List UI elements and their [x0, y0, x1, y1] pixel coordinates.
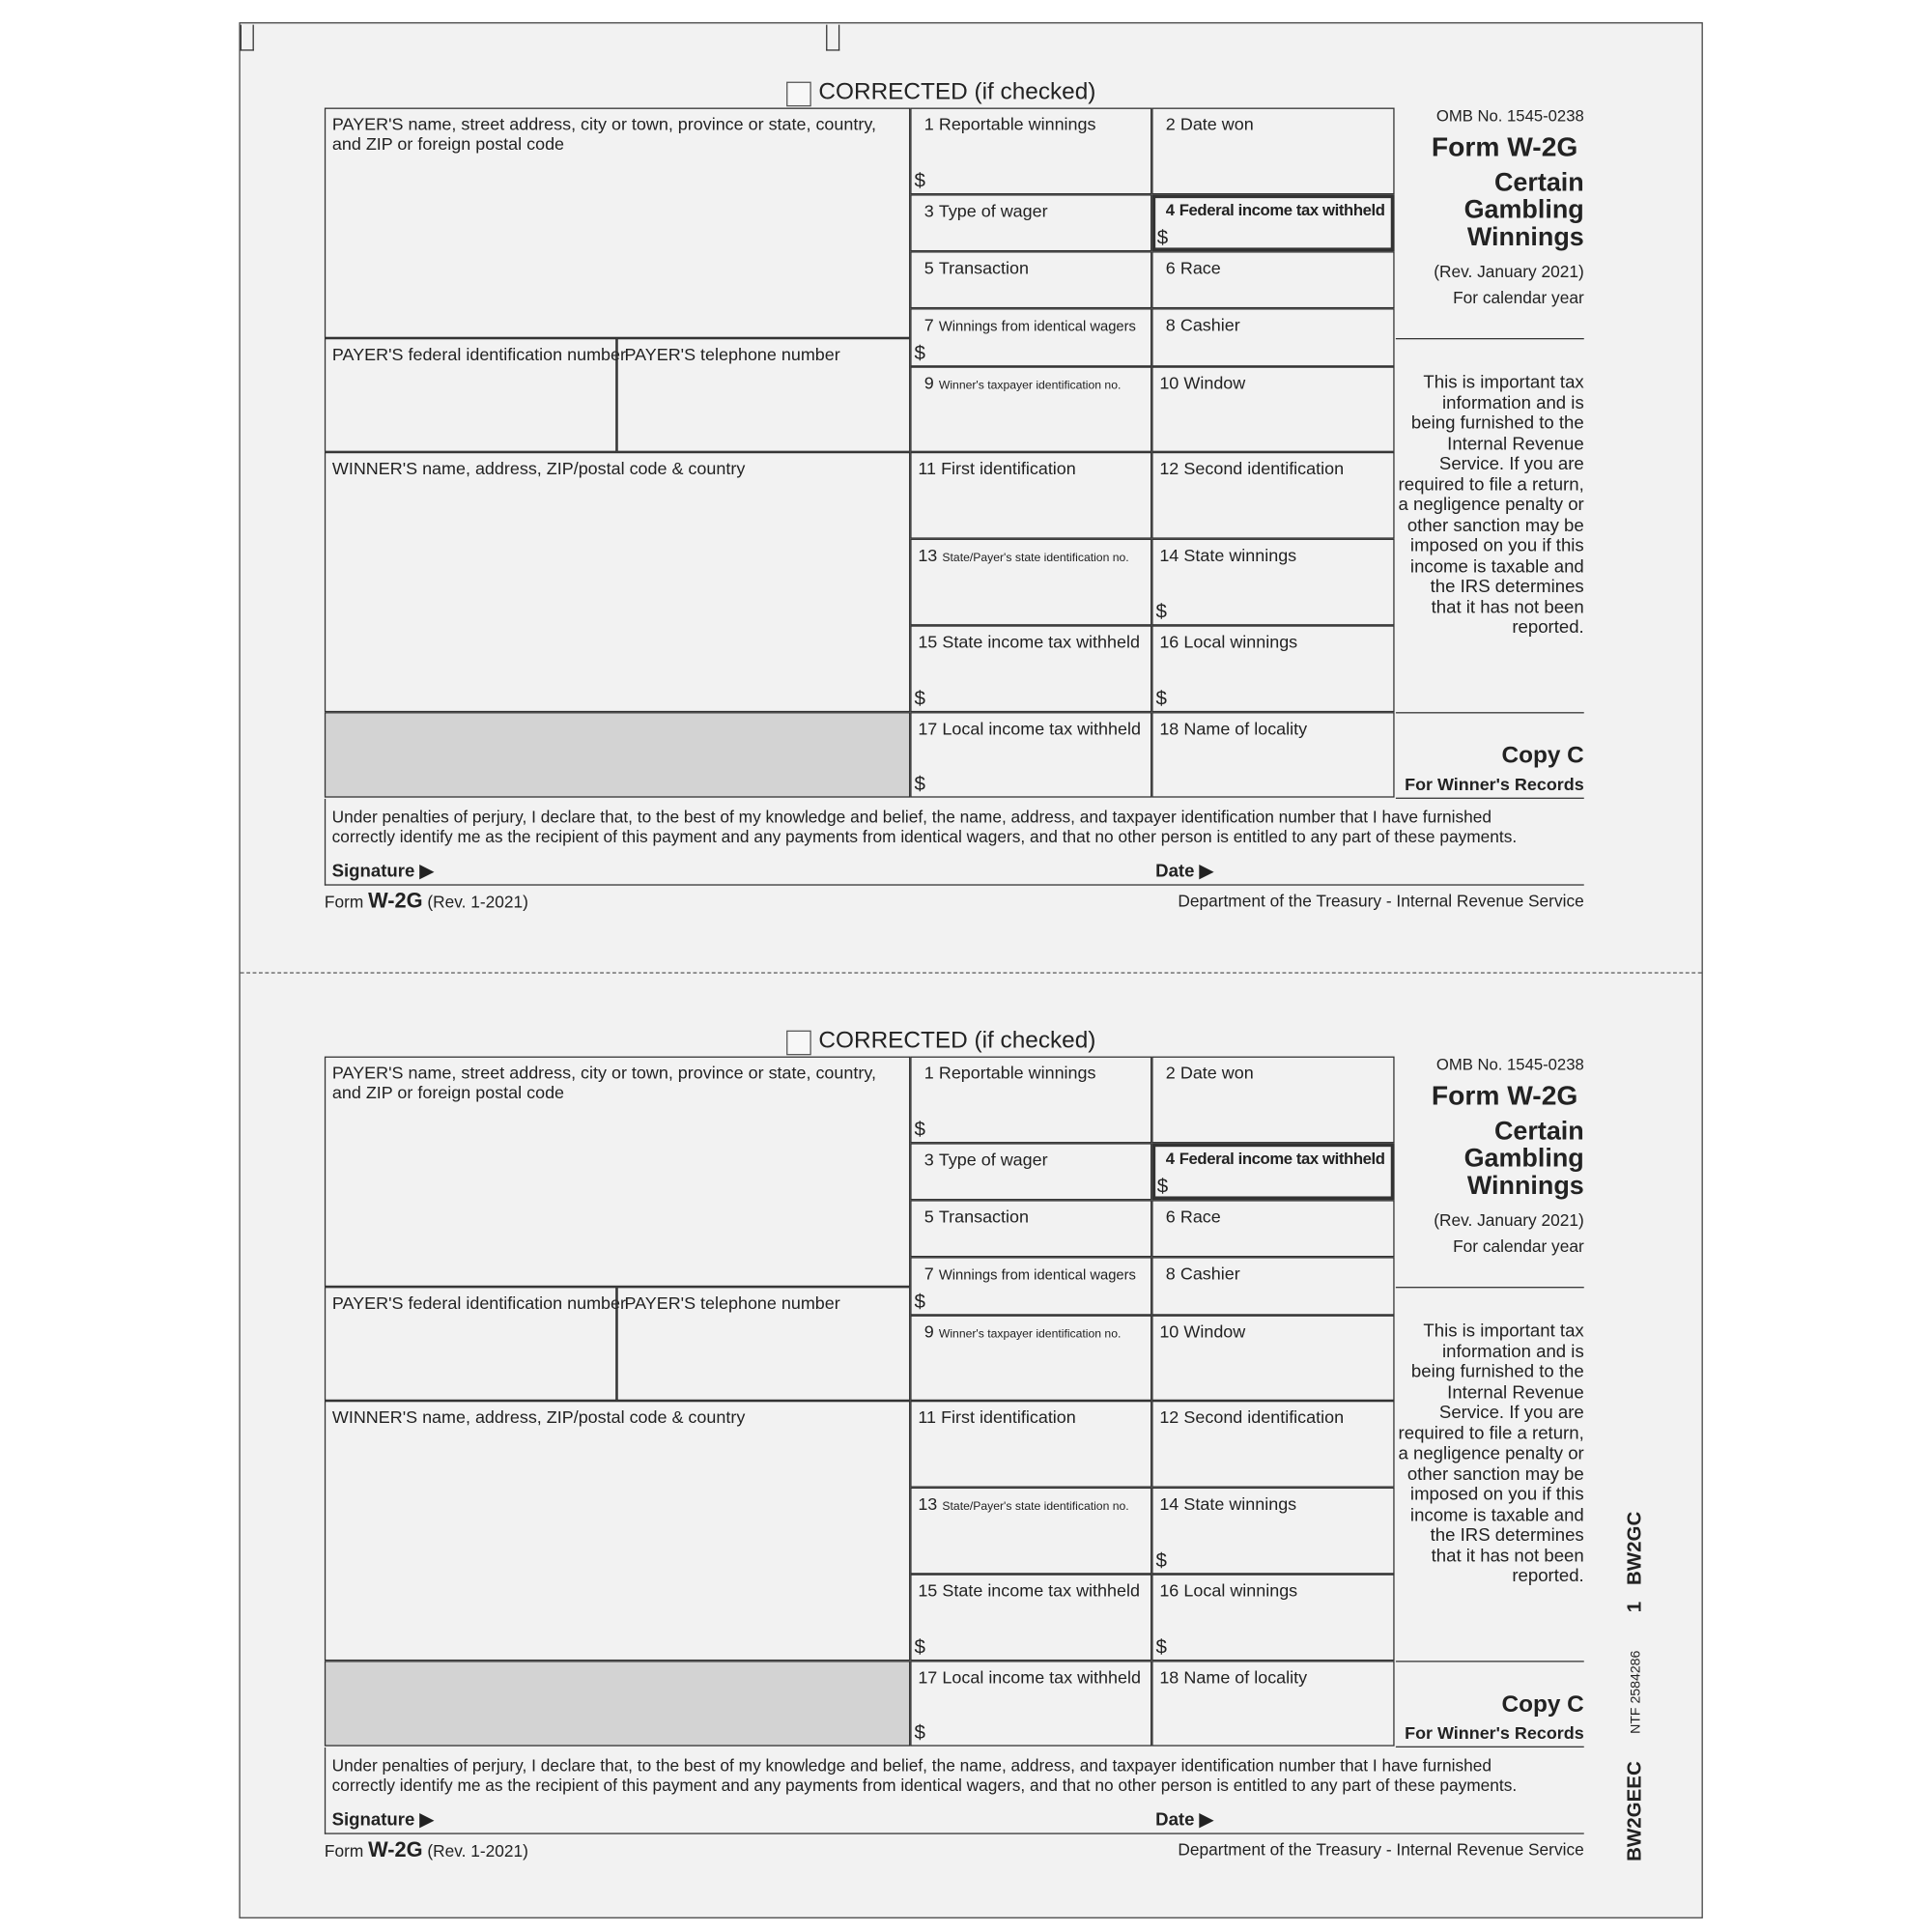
- box-1-reportable-winnings[interactable]: [911, 108, 1152, 195]
- box-5-transaction[interactable]: [911, 1201, 1152, 1258]
- dollar-sign: $: [914, 1292, 925, 1314]
- box-number: 18: [1159, 718, 1179, 739]
- box-10-window[interactable]: [1152, 367, 1395, 452]
- box-number: 13: [918, 545, 938, 565]
- date-field[interactable]: Date ▶: [1155, 1810, 1213, 1831]
- box-label: State income tax withheld: [942, 1580, 1140, 1601]
- box-16-local-winnings[interactable]: [1152, 626, 1395, 713]
- perjury-statement: [332, 808, 1518, 847]
- payer-name-label: PAYER'S name, street address, city or town, province or state, country, and ZIP or foreign postal code: [331, 1063, 876, 1103]
- box-label: State/Payer's state identification no.: [942, 551, 1129, 565]
- payer-phone-label: PAYER'S telephone number: [624, 1293, 840, 1314]
- box-number: 9: [923, 1321, 934, 1342]
- box-8-cashier[interactable]: [1152, 1258, 1395, 1316]
- box-number: 14: [1159, 1493, 1179, 1514]
- form-copy-top: [0, 0, 1932, 917]
- dollar-sign: $: [1155, 689, 1167, 710]
- dollar-sign: $: [914, 1722, 925, 1745]
- box-15-state-tax-withheld[interactable]: [911, 626, 1152, 713]
- title-line: Winnings: [1466, 222, 1584, 252]
- perjury-line: correctly identify me as the recipient of this payment and any payments from identical wagers, and that no other person is entitled to any part of these payments.: [331, 827, 1518, 846]
- box-7-identical-wagers[interactable]: [911, 1258, 1152, 1316]
- box-number: 5: [923, 257, 934, 278]
- box-13-state-id[interactable]: [911, 1488, 1152, 1575]
- winner-name-field[interactable]: [325, 1401, 910, 1661]
- footer-revision: (Rev. 1-2021): [427, 893, 528, 912]
- box-label: State winnings: [1183, 1493, 1297, 1514]
- box-label: State winnings: [1183, 545, 1297, 565]
- dollar-sign: $: [1155, 602, 1167, 624]
- omb-number: OMB No. 1545-0238: [1435, 106, 1584, 126]
- box-number: 7: [923, 314, 934, 335]
- box-2-date-won[interactable]: [1152, 1057, 1395, 1144]
- notice-text: This is important tax information and is being furnished to the Internal Revenue Service. If you are required to file a return, a negligence penalty or other sanction may be imposed on you if this income is taxable and the IRS determines that it has not been reported.: [1398, 372, 1584, 639]
- box-number: 3: [923, 201, 934, 221]
- box-1-reportable-winnings[interactable]: [911, 1057, 1152, 1144]
- box-number: 9: [923, 373, 934, 393]
- payer-fed-id-field[interactable]: [325, 1287, 626, 1401]
- box-label: First identification: [941, 458, 1076, 479]
- divider: [1396, 1287, 1584, 1288]
- box-label: Cashier: [1179, 314, 1240, 335]
- copy-label: Copy C: [1501, 1691, 1584, 1719]
- payer-fed-id-label: PAYER'S federal identification number: [331, 1293, 626, 1314]
- box-label: Winnings from identical wagers: [938, 320, 1136, 335]
- box-4-federal-tax-withheld[interactable]: [1152, 1144, 1395, 1201]
- box-10-window[interactable]: [1152, 1316, 1395, 1401]
- box-label: Reportable winnings: [938, 1063, 1096, 1083]
- box-number: 12: [1159, 1406, 1179, 1428]
- box-label: Winner's taxpayer identification no.: [938, 379, 1122, 393]
- box-label: State/Payer's state identification no.: [942, 1499, 1129, 1514]
- signature-field[interactable]: Signature ▶: [331, 1810, 434, 1831]
- box-6-race[interactable]: [1152, 252, 1395, 309]
- box-number: 6: [1165, 1207, 1176, 1227]
- payer-name-field[interactable]: [325, 1057, 910, 1287]
- corrected-checkbox[interactable]: [786, 82, 811, 107]
- form-subtitle: [1464, 170, 1584, 252]
- footer-department: Department of the Treasury - Internal Revenue Service: [1178, 1840, 1584, 1860]
- box-12-second-id[interactable]: [1152, 1401, 1395, 1488]
- box-number: 1: [923, 1063, 934, 1083]
- side-code-bw2gc: BW2GC: [1625, 1511, 1646, 1586]
- divider: [1396, 712, 1584, 713]
- box-number: 11: [918, 458, 936, 479]
- box-label: Local winnings: [1183, 1580, 1298, 1601]
- box-label: Date won: [1179, 1063, 1254, 1083]
- shaded-area: [325, 712, 910, 797]
- box-label: Window: [1183, 373, 1246, 393]
- dollar-sign: $: [1155, 1550, 1167, 1573]
- divider: [325, 884, 1584, 885]
- title-line: Gambling: [1463, 1144, 1584, 1174]
- box-label: Local income tax withheld: [942, 1666, 1141, 1688]
- box-label: Second identification: [1183, 458, 1345, 479]
- box-label: Local income tax withheld: [942, 718, 1141, 739]
- box-number: 4: [1165, 1150, 1175, 1169]
- dollar-sign: $: [914, 774, 925, 796]
- form-title: Form W-2G: [1431, 130, 1578, 162]
- box-label: Reportable winnings: [938, 114, 1096, 134]
- box-17-local-tax-withheld[interactable]: [911, 1662, 1152, 1747]
- divider: [325, 1747, 326, 1834]
- box-label: Transaction: [938, 1207, 1029, 1227]
- dollar-sign: $: [914, 171, 925, 193]
- box-number: 1: [923, 114, 934, 134]
- dollar-sign: $: [1156, 1177, 1169, 1199]
- box-number: 10: [1159, 1321, 1179, 1342]
- box-14-state-winnings[interactable]: [1152, 539, 1395, 626]
- box-label: Race: [1179, 1207, 1221, 1227]
- box-number: 14: [1159, 545, 1179, 565]
- title-line: Certain: [1493, 1117, 1584, 1146]
- box-number: 7: [923, 1264, 934, 1284]
- box-label: Name of locality: [1183, 1666, 1308, 1688]
- corrected-label: CORRECTED (if checked): [818, 79, 1096, 105]
- box-number: 8: [1165, 1264, 1176, 1284]
- box-number: 13: [918, 1493, 938, 1514]
- box-11-first-id[interactable]: [911, 452, 1152, 539]
- signature-field[interactable]: Signature ▶: [331, 862, 434, 882]
- payer-fed-id-label: PAYER'S federal identification number: [331, 344, 626, 365]
- box-number: 8: [1165, 314, 1176, 335]
- box-number: 11: [918, 1406, 936, 1428]
- box-number: 15: [918, 1580, 938, 1601]
- box-number: 15: [918, 632, 938, 652]
- box-number: 10: [1159, 373, 1179, 393]
- winner-name-field[interactable]: [325, 452, 910, 712]
- copy-for-label: For Winner's Records: [1405, 774, 1584, 794]
- box-number: 16: [1159, 632, 1179, 652]
- side-ntf-code: NTF 2584286: [1628, 1650, 1644, 1734]
- dollar-sign: $: [914, 689, 925, 710]
- notice-text: This is important tax information and is being furnished to the Internal Revenue Service. If you are required to file a return, a negligence penalty or other sanction may be imposed on you if this income is taxable and the IRS determines that it has not been reported.: [1398, 1321, 1584, 1587]
- corrected-checkbox[interactable]: [786, 1031, 811, 1056]
- perjury-line: correctly identify me as the recipient of this payment and any payments from identical wagers, and that no other person is entitled to any part of these payments.: [331, 1776, 1518, 1795]
- dollar-sign: $: [914, 1637, 925, 1659]
- box-label: Name of locality: [1183, 718, 1308, 739]
- calendar-year-label: For calendar year: [1453, 288, 1584, 307]
- box-label: Window: [1183, 1321, 1246, 1342]
- box-9-winner-tin[interactable]: [911, 1316, 1152, 1401]
- winner-name-label: WINNER'S name, address, ZIP/postal code & country: [331, 458, 746, 479]
- shaded-area: [325, 1662, 910, 1747]
- box-label: State income tax withheld: [942, 632, 1140, 652]
- box-number: 2: [1165, 1063, 1176, 1083]
- box-number: 12: [1159, 458, 1179, 479]
- box-6-race[interactable]: [1152, 1201, 1395, 1258]
- footer-form-id: [325, 890, 528, 915]
- box-number: 16: [1159, 1580, 1179, 1601]
- perjury-statement: [332, 1756, 1518, 1796]
- box-15-state-tax-withheld[interactable]: [911, 1575, 1152, 1662]
- box-13-state-id[interactable]: [911, 539, 1152, 626]
- box-label: Local winnings: [1183, 632, 1298, 652]
- divider: [1396, 338, 1584, 339]
- box-4-federal-tax-withheld[interactable]: [1152, 195, 1395, 252]
- title-line: Gambling: [1463, 195, 1584, 225]
- revision-text: (Rev. January 2021): [1434, 262, 1584, 282]
- box-number: 6: [1165, 257, 1176, 278]
- payer-name-label: PAYER'S name, street address, city or town, province or state, country, and ZIP or foreign postal code: [331, 114, 876, 155]
- box-label: Second identification: [1183, 1406, 1345, 1428]
- footer-revision: (Rev. 1-2021): [427, 1841, 528, 1861]
- box-label: Transaction: [938, 257, 1029, 278]
- side-code-bw2geec: BW2GEEC: [1625, 1761, 1646, 1861]
- box-17-local-tax-withheld[interactable]: [911, 712, 1152, 797]
- omb-number: OMB No. 1545-0238: [1435, 1055, 1584, 1074]
- copy-label: Copy C: [1501, 743, 1584, 770]
- footer-department: Department of the Treasury - Internal Revenue Service: [1178, 892, 1584, 911]
- footer-form-name: W-2G: [368, 889, 423, 913]
- box-number: 2: [1165, 114, 1176, 134]
- corrected-label: CORRECTED (if checked): [818, 1028, 1096, 1055]
- footer-form-word: Form: [324, 893, 364, 912]
- divider: [1396, 798, 1584, 799]
- dollar-sign: $: [914, 1120, 925, 1142]
- box-14-state-winnings[interactable]: [1152, 1488, 1395, 1575]
- divider: [325, 799, 326, 886]
- box-12-second-id[interactable]: [1152, 452, 1395, 539]
- box-3-type-of-wager[interactable]: [911, 1144, 1152, 1201]
- side-code-number: 1: [1625, 1601, 1646, 1613]
- payer-name-field[interactable]: [325, 108, 910, 338]
- dollar-sign: $: [1156, 228, 1169, 250]
- dollar-sign: $: [1155, 1637, 1167, 1659]
- perjury-line: Under penalties of perjury, I declare that, to the best of my knowledge and belief, the name, address, and taxpayer identification number that I have furnished: [331, 1755, 1492, 1776]
- box-label: Type of wager: [938, 1150, 1048, 1170]
- box-number: 18: [1159, 1666, 1179, 1688]
- box-3-type-of-wager[interactable]: [911, 195, 1152, 252]
- form-subtitle: [1464, 1119, 1584, 1201]
- box-number: 5: [923, 1207, 934, 1227]
- box-number: 3: [923, 1150, 934, 1170]
- footer-form-id: [325, 1838, 528, 1863]
- box-label: Race: [1179, 257, 1221, 278]
- box-label: First identification: [941, 1406, 1076, 1428]
- box-2-date-won[interactable]: [1152, 108, 1395, 195]
- box-label: Winnings from identical wagers: [938, 1268, 1136, 1284]
- footer-form-word: Form: [324, 1841, 364, 1861]
- date-field[interactable]: Date ▶: [1155, 862, 1213, 882]
- box-8-cashier[interactable]: [1152, 309, 1395, 367]
- box-16-local-winnings[interactable]: [1152, 1575, 1395, 1662]
- box-label: Federal income tax withheld: [1179, 201, 1385, 220]
- box-label: Cashier: [1179, 1264, 1240, 1284]
- box-18-locality[interactable]: [1152, 712, 1395, 797]
- dollar-sign: $: [914, 343, 925, 365]
- footer-form-name: W-2G: [368, 1837, 423, 1861]
- payer-fed-id-field[interactable]: [325, 338, 626, 452]
- perjury-line: Under penalties of perjury, I declare that, to the best of my knowledge and belief, the name, address, and taxpayer identification number that I have furnished: [331, 807, 1492, 827]
- box-18-locality[interactable]: [1152, 1662, 1395, 1747]
- title-line: Certain: [1493, 168, 1584, 197]
- box-label: Date won: [1179, 114, 1254, 134]
- box-number: 4: [1165, 201, 1175, 220]
- divider: [1396, 1661, 1584, 1662]
- box-5-transaction[interactable]: [911, 252, 1152, 309]
- box-7-identical-wagers[interactable]: [911, 309, 1152, 367]
- box-label: Type of wager: [938, 201, 1048, 221]
- box-label: Winner's taxpayer identification no.: [938, 1327, 1122, 1342]
- payer-phone-field[interactable]: [617, 338, 911, 452]
- calendar-year-label: For calendar year: [1453, 1236, 1584, 1256]
- copy-for-label: For Winner's Records: [1405, 1722, 1584, 1743]
- box-11-first-id[interactable]: [911, 1401, 1152, 1488]
- box-number: 17: [918, 718, 938, 739]
- winner-name-label: WINNER'S name, address, ZIP/postal code & country: [331, 1406, 746, 1428]
- payer-phone-field[interactable]: [617, 1287, 911, 1401]
- form-title: Form W-2G: [1431, 1079, 1578, 1111]
- title-line: Winnings: [1466, 1171, 1584, 1201]
- box-label: Federal income tax withheld: [1179, 1150, 1385, 1169]
- box-number: 17: [918, 1666, 938, 1688]
- box-9-winner-tin[interactable]: [911, 367, 1152, 452]
- revision-text: (Rev. January 2021): [1434, 1210, 1584, 1231]
- payer-phone-label: PAYER'S telephone number: [624, 344, 840, 365]
